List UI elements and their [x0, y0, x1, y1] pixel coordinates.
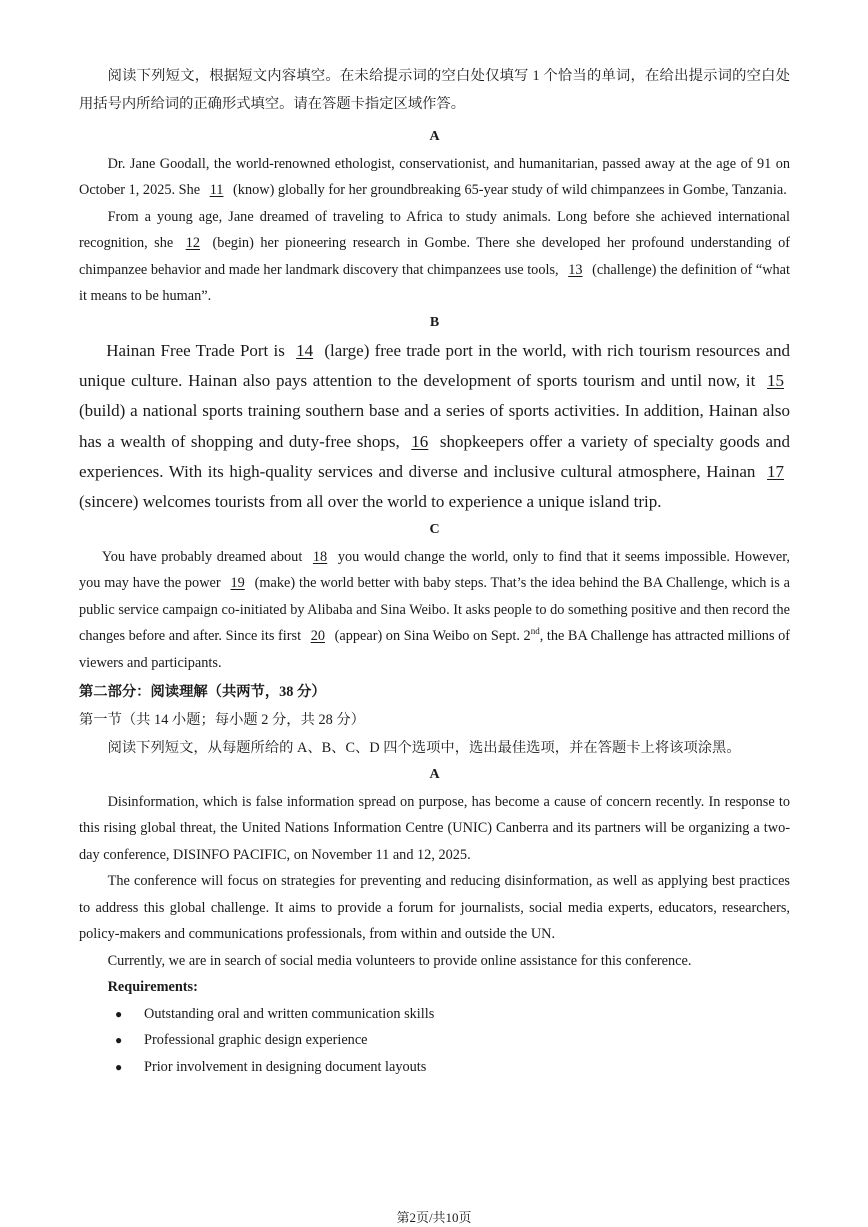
exam-page — [79, 62, 790, 1080]
reading-a-paragraph-1: Disinformation, which is false information spread on purpose, has become a cause of concern recently. In response to this rising global threat, the United Nations Information Centre (UNIC) Canberra and its partners will be organizing a two-day conference, DISINFO PACIFIC, on November 11 and 12, 2025. — [79, 793, 790, 863]
list-item: ● Outstanding oral and written communication skills — [115, 1001, 790, 1028]
list-item: ● Professional graphic design experience — [115, 1027, 790, 1054]
section-c-paragraph: You have probably dreamed about 18 you would change the world, only to find that it seems impossible. However, you may have the power 19 (make) the world better with baby steps. That’s the idea behind the BA Challenge, which is a public service campaign co-initiated by Alibaba and Sina Weibo. It asks people to do something positive and then record the changes before and after. Since its first 20 (appear) on Sina Weibo on Sept. 2nd, the BA Challenge has attracted millions of viewers and participants. — [79, 544, 790, 677]
section-a-heading: A — [429, 129, 440, 144]
blank-11[interactable]: 11 — [209, 182, 224, 198]
blank-18[interactable]: 18 — [312, 548, 328, 565]
section-b-heading: B — [429, 314, 440, 330]
requirements-list — [79, 1001, 790, 1081]
blank-16[interactable]: 16 — [411, 431, 429, 451]
page-number: 第2页/共10页 — [396, 1210, 472, 1225]
part-2-subtitle: 第一节（共 14 小题；每小题 2 分，共 28 分） — [79, 712, 365, 729]
section-a-paragraph-2: From a young age, Jane dreamed of traveling to Africa to study animals. Long before she achieved international recognition, she 12 (begin) her pioneering research in Gombe. There she developed her profound understanding of chimpanzee behavior and made her landmark discovery that chimpanzees use tools, 13 (challenge) the definition of “what it means to be human”. — [79, 208, 791, 304]
reading-a-heading: A — [429, 767, 440, 783]
bullet-icon: ● — [115, 1059, 123, 1074]
list-item: ● Prior involvement in designing document layouts — [115, 1054, 790, 1081]
section-c-heading: C — [429, 522, 440, 538]
bullet-icon: ● — [115, 1033, 123, 1048]
requirements-title: Requirements: — [107, 979, 198, 996]
ordinal-suffix: nd — [530, 626, 540, 637]
blank-17[interactable]: 17 — [767, 461, 785, 481]
part-2-title: 第二部分：阅读理解（共两节，38 分） — [79, 684, 326, 701]
blank-19[interactable]: 19 — [230, 575, 245, 592]
section-b-paragraph: Hainan Free Trade Port is 14 (large) free trade port in the world, with rich tourism resources and unique culture. Hainan also pays attention to the development of sports tourism and until now, it 15 (build) a national sports training southern base and a series of sports activities. In addition, Hainan also has a wealth of shopping and duty-free shops, 16 shopkeepers offer a variety of specialty goods and experiences. With its high-quality services and diverse and inclusive cultural atmosphere, Hainan 17 (sincere) welcomes tourists from all over the world to experience a unique island trip. — [79, 336, 790, 517]
reading-a-paragraph-2: The conference will focus on strategies for preventing and reducing disinformation, as well as applying best practices to address this global challenge. It aims to provide a forum for journalists, social media experts, educators, researchers, policy-makers and communications professionals, from within and outside the UN. — [79, 873, 790, 943]
blank-13[interactable]: 13 — [568, 261, 583, 278]
reading-a-paragraph-3: Currently, we are in search of social media volunteers to provide online assistance for this conference. — [107, 952, 692, 969]
blank-14[interactable]: 14 — [296, 341, 314, 360]
blank-20[interactable]: 20 — [310, 628, 325, 645]
section-a-paragraph-1: Dr. Jane Goodall, the world-renowned ethologist, conservationist, and humanitarian, passed away at the age of 91 on October 1, 2025. She 11 (know) globally for her groundbreaking 65-year study of wild chimpanzees in Gombe, Tanzania. — [79, 151, 790, 204]
blank-12[interactable]: 12 — [185, 235, 201, 251]
bullet-icon: ● — [115, 1006, 123, 1021]
blank-15[interactable]: 15 — [767, 371, 785, 391]
part-2-instruction: 阅读下列短文，从每题所给的 A、B、C、D 四个选项中，选出最佳选项，并在答题卡上将该项涂黑。 — [107, 740, 741, 757]
instructions: 阅读下列短文，根据短文内容填空。在未给提示词的空白处仅填写 1 个恰当的单词，在给出提示词的空白处用括号内所给词的正确形式填空。请在答题卡指定区域作答。 — [79, 68, 790, 112]
